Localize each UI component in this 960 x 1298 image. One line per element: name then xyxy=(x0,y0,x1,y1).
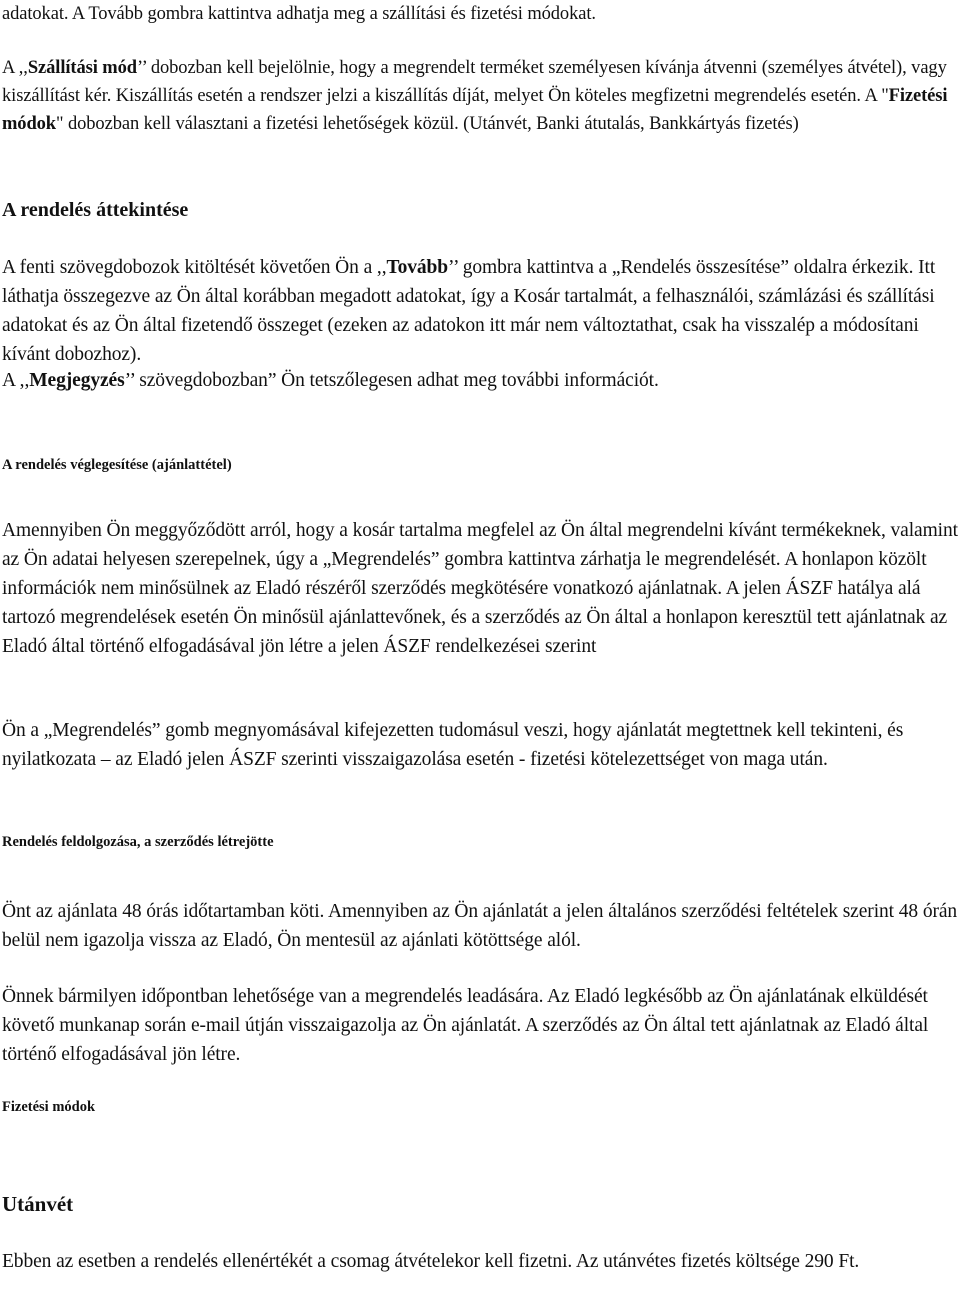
text-segment: A ,, xyxy=(2,370,30,391)
text-segment: A ,, xyxy=(2,58,28,78)
paragraph-intro: adatokat. A Tovább gombra kattintva adhatja meg a szállítási és fizetési módokat. xyxy=(2,4,596,24)
bold-term-note: Megjegyzés xyxy=(29,370,125,391)
paragraph-order-overview xyxy=(2,253,958,369)
heading-payment-methods: Fizetési módok xyxy=(2,1099,96,1115)
heading-order-processing: Rendelés feldolgozása, a szerződés létrejötte xyxy=(2,834,274,850)
text-segment: A fenti szövegdobozok kitöltését követően Ön a ,, xyxy=(2,257,387,278)
heading-cash-on-delivery: Utánvét xyxy=(2,1192,74,1216)
paragraph-shipping-method xyxy=(2,54,958,138)
paragraph-order-finalization: Amennyiben Ön meggyőződött arról, hogy a kosár tartalma megfelel az Ön által megrendelni kívánt termékeknek, valamint az Ön adatai helyesen szerepelnek, úgy a „Megrendelés” gombra kattintva zárhatja le megrendelését. A honlapon közölt információk nem minősülnek az Eladó részéről szerződés megkötésére vonatkozó ajánlatnak. A jelen ÁSZF hatálya alá tartozó megrendelések esetén Ön minősül ajánlattevőnek, és a szerződés az Ön által a honlapon keresztül tett ajánlatnak az Eladó által történő elfogadásával jön létre a jelen ÁSZF rendelkezései szerint xyxy=(2,520,958,657)
text-segment: ’’ szövegdobozban” Ön tetszőlegesen adhat meg további információt. xyxy=(124,370,659,391)
paragraph-order-submission: Önnek bármilyen időpontban lehetősége van a megrendelés leadására. Az Eladó legkésőbb az Ön ajánlatának elküldését követő munkanap során e-mail útján visszaigazolja az Ön ajánlatát. A szerződés az Ön által tett ajánlatnak az Eladó által történő elfogadásával jön létre. xyxy=(2,986,929,1065)
bold-term-next: Tovább xyxy=(386,257,449,278)
text-segment: " dobozban kell választani a fizetési lehetőségek közül. (Utánvét, Banki átutalás, Bankkártyás fizetés) xyxy=(56,114,799,134)
paragraph-offer-validity: Önt az ajánlata 48 órás időtartamban köti. Amennyiben az Ön ajánlatát a jelen általános szerződési feltételek szerint 48 órán belül nem igazolja vissza az Eladó, Ön mentesül az ajánlati kötöttsége alól. xyxy=(2,901,958,951)
paragraph-cash-on-delivery: Ebben az esetben a rendelés ellenértékét a csomag átvételekor kell fizetni. Az utánvétes fizetés költsége 290 Ft. xyxy=(2,1251,860,1272)
bold-term-payment-methods: Fizetési módok xyxy=(2,86,948,134)
text-segment: ’’ dobozban kell bejelölnie, hogy a megrendelt terméket személyesen kívánja átvenni (személyes átvétel), vagy kiszállítást kér. Kiszállítás esetén a rendszer jelzi a kiszállítás díját, melyet Ön köteles megfizetni megrendelés esetén. A " xyxy=(2,58,947,106)
bold-term-shipping-method: Szállítási mód xyxy=(27,58,137,78)
text-segment: ’’ gombra kattintva a „Rendelés összesítése” oldalra érkezik. Itt láthatja összegezve az Ön által korábban megadott adatokat, így a Kosár tartalmát, a felhasználói, számlázási és szállítási adatokat és az Ön által fizetendő összeget (ezeken az adatokon itt már nem változtathat, csak ha visszalép a módosítani kívánt dobozhoz). xyxy=(2,257,936,365)
heading-order-finalization: A rendelés véglegesítése (ajánlattétel) xyxy=(2,457,232,473)
heading-order-overview: A rendelés áttekintése xyxy=(2,199,189,221)
paragraph-note xyxy=(2,366,958,395)
paragraph-order-button: Ön a „Megrendelés” gomb megnyomásával kifejezetten tudomásul veszi, hogy ajánlatát megtettnek kell tekinteni, és nyilatkozata – az Eladó jelen ÁSZF szerinti visszaigazolása esetén - fizetési kötelezettséget von maga után. xyxy=(2,720,904,770)
